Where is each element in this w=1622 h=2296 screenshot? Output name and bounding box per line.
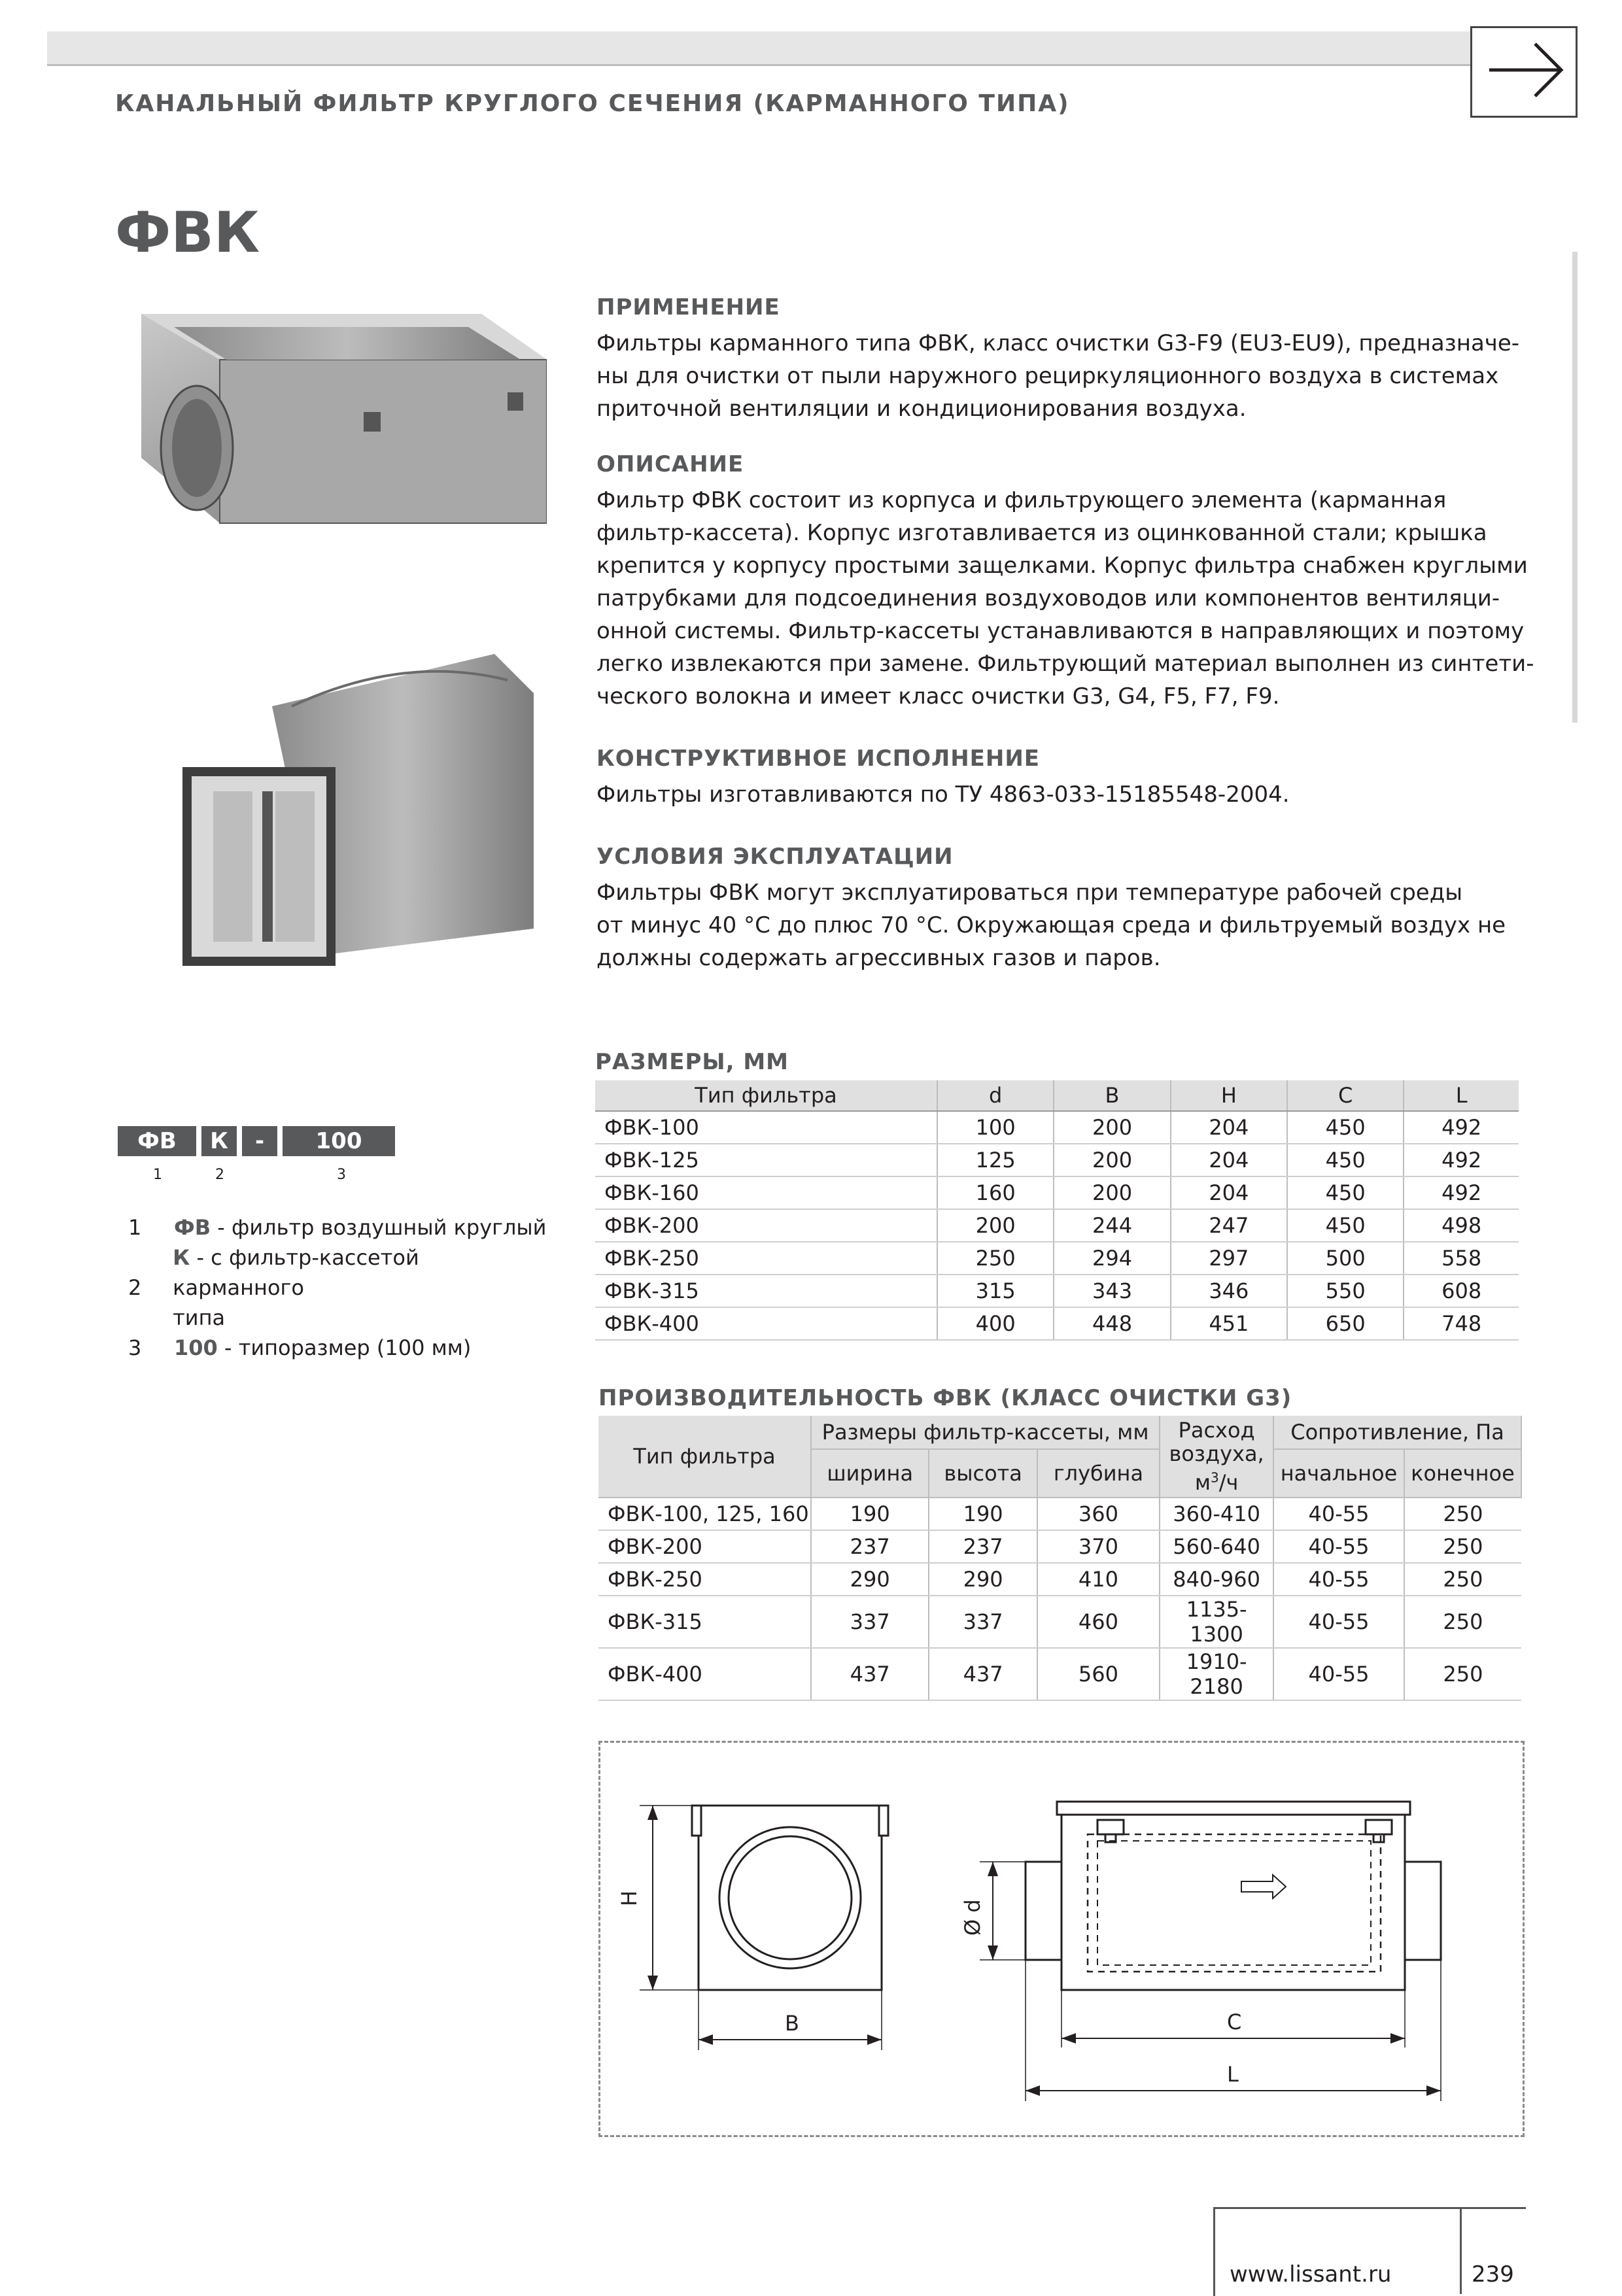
legend-item: [128, 1333, 547, 1363]
legend-item: [128, 1242, 547, 1333]
cell: 400: [937, 1307, 1054, 1340]
legend-number: 2: [128, 1275, 142, 1300]
cell: 244: [1054, 1209, 1170, 1242]
cell: ФВК-100: [595, 1111, 937, 1144]
header-h: H: [1171, 1080, 1287, 1111]
legend-desc: - с фильтр-кассетой карманного: [173, 1245, 419, 1300]
filter-housing-photo: [128, 288, 547, 1027]
section-title-description: ОПИСАНИЕ: [596, 451, 744, 477]
header-type: Тип фильтра: [595, 1080, 937, 1111]
cell: 1135-1300: [1160, 1596, 1273, 1648]
cell: 492: [1404, 1111, 1519, 1144]
cell: 450: [1287, 1111, 1404, 1144]
code-part-dash: -: [242, 1126, 277, 1156]
product-code: ФВК: [115, 200, 260, 266]
section-title-construction: КОНСТРУКТИВНОЕ ИСПОЛНЕНИЕ: [596, 745, 1041, 772]
designation-legend: [128, 1212, 547, 1363]
legend-number: 1: [128, 1215, 142, 1240]
cell: 450: [1287, 1144, 1404, 1176]
table-row: [598, 1596, 1521, 1648]
table-row: [595, 1242, 1519, 1275]
cell: 492: [1404, 1144, 1519, 1176]
cell: 343: [1054, 1275, 1170, 1307]
table-row: [598, 1530, 1521, 1563]
table-row: [595, 1111, 1519, 1144]
text-line: Фильтры карманного типа ФВК, класс очистки G3-F9 (EU3-EU9), предназначе-: [596, 330, 1520, 356]
code-part-k: К: [201, 1126, 237, 1156]
cell: ФВК-125: [595, 1144, 937, 1176]
cell: 200: [1054, 1144, 1170, 1176]
cell: 250: [1404, 1530, 1521, 1563]
performance-table: [598, 1416, 1522, 1701]
cell: ФВК-400: [598, 1648, 811, 1700]
table-header-row: [595, 1080, 1519, 1111]
cell: 558: [1404, 1242, 1519, 1275]
header-b: B: [1054, 1080, 1170, 1111]
legend-text: [174, 1212, 546, 1242]
legend-item: [128, 1212, 547, 1242]
cell: 492: [1404, 1176, 1519, 1209]
page-number: 239: [1472, 2261, 1514, 2287]
header-l: L: [1404, 1080, 1519, 1111]
text-line: должны содержать агрессивных газов и паров.: [596, 945, 1161, 971]
text-line: крепится у корпусу простыми защелками. Корпус фильтра снабжен круглыми: [596, 553, 1528, 579]
cell: 337: [929, 1596, 1037, 1648]
label-l: L: [1227, 2062, 1239, 2087]
table-header-row: [598, 1416, 1521, 1449]
cell: 237: [811, 1530, 929, 1563]
cell: ФВК-200: [598, 1530, 811, 1563]
code-number-1: 1: [153, 1167, 162, 1183]
arrow-right-icon: [1472, 28, 1576, 116]
cell: ФВК-315: [598, 1596, 811, 1648]
header-flow: [1160, 1416, 1273, 1498]
code-part-fv: ФВ: [118, 1126, 196, 1156]
cell: 337: [811, 1596, 929, 1648]
top-bar: [47, 31, 1473, 64]
text-line: ны для очистки от пыли наружного рециркуляционного воздуха в системах: [596, 363, 1499, 389]
header-type: Тип фильтра: [598, 1416, 811, 1498]
top-bar-rule: [47, 64, 1473, 66]
legend-desc-cont: типа: [173, 1305, 226, 1330]
label-c: C: [1227, 2010, 1242, 2034]
table-row: [595, 1144, 1519, 1176]
side-rule: [1572, 252, 1578, 723]
cell: 250: [1404, 1563, 1521, 1596]
cell: 200: [937, 1209, 1054, 1242]
cell: 608: [1404, 1275, 1519, 1307]
cell: 315: [937, 1275, 1054, 1307]
legend-key: К: [173, 1245, 190, 1270]
table-row: [598, 1498, 1521, 1530]
label-d: Ø d: [960, 1899, 985, 1936]
cell: 250: [1404, 1498, 1521, 1530]
cell: 190: [929, 1498, 1037, 1530]
cell: 450: [1287, 1209, 1404, 1242]
footer-divider: [1460, 2209, 1462, 2294]
cell: 250: [937, 1242, 1054, 1275]
header-d: d: [937, 1080, 1054, 1111]
dimensions-title: РАЗМЕРЫ, ММ: [595, 1049, 789, 1075]
cell: 204: [1171, 1144, 1287, 1176]
cell: 437: [929, 1648, 1037, 1700]
text-line: Фильтры ФВК могут эксплуатироваться при температуре рабочей среды: [596, 880, 1463, 906]
cell: 100: [937, 1111, 1054, 1144]
cell: 40-55: [1273, 1530, 1404, 1563]
cell: 1910-2180: [1160, 1648, 1273, 1700]
header-flow-text: Расход воздуха,: [1169, 1418, 1264, 1466]
product-photos: [128, 288, 547, 1027]
cell: 748: [1404, 1307, 1519, 1340]
cell: 200: [1054, 1111, 1170, 1144]
cell: 560: [1037, 1648, 1160, 1700]
cell: ФВК-100, 125, 160: [598, 1498, 811, 1530]
cell: 40-55: [1273, 1563, 1404, 1596]
dimensions-table: [595, 1080, 1519, 1341]
cell: ФВК-160: [595, 1176, 937, 1209]
cell: 370: [1037, 1530, 1160, 1563]
cell: 360: [1037, 1498, 1160, 1530]
header-c: C: [1287, 1080, 1404, 1111]
code-number-2: 2: [215, 1167, 224, 1183]
text-line: онной системы. Фильтр-кассеты устанавливаются в направляющих и поэтому: [596, 618, 1525, 644]
cell: 294: [1054, 1242, 1170, 1275]
table-row: [595, 1176, 1519, 1209]
cell: 550: [1287, 1275, 1404, 1307]
header-flow-unit: [1195, 1470, 1239, 1495]
cell: 448: [1054, 1307, 1170, 1340]
cell: 437: [811, 1648, 929, 1700]
cell: 40-55: [1273, 1596, 1404, 1648]
table-row: [595, 1307, 1519, 1340]
legend-key: ФВ: [174, 1215, 211, 1240]
footer-website-link[interactable]: www.lissant.ru: [1230, 2261, 1392, 2287]
legend-number: 3: [128, 1335, 142, 1360]
cell: 450: [1287, 1176, 1404, 1209]
cell: ФВК-250: [595, 1242, 937, 1275]
header-width: ширина: [811, 1449, 929, 1497]
label-b: B: [785, 2011, 799, 2036]
unit-tail: /ч: [1218, 1469, 1239, 1495]
text-line: от минус 40 °С до плюс 70 °С. Окружающая среда и фильтруемый воздух не: [596, 912, 1506, 938]
cell: 297: [1171, 1242, 1287, 1275]
cell: 290: [811, 1563, 929, 1596]
cell: 237: [929, 1530, 1037, 1563]
text-line: ческого волокна и имеет класс очистки G3, G4, F5, F7, F9.: [596, 683, 1280, 710]
performance-title: ПРОИЗВОДИТЕЛЬНОСТЬ ФВК (КЛАСС ОЧИСТКИ G3): [598, 1385, 1292, 1411]
cell: 250: [1404, 1648, 1521, 1700]
section-body-conditions: [596, 876, 1506, 974]
header-depth: глубина: [1037, 1449, 1160, 1497]
cell: 40-55: [1273, 1648, 1404, 1700]
header-initial: начальное: [1273, 1449, 1404, 1497]
cell: 410: [1037, 1563, 1160, 1596]
cell: ФВК-250: [598, 1563, 811, 1596]
cell: 125: [937, 1144, 1054, 1176]
cell: ФВК-315: [595, 1275, 937, 1307]
text-line: приточной вентиляции и кондиционирования воздуха.: [596, 396, 1247, 422]
cell: 247: [1171, 1209, 1287, 1242]
cell: 200: [1054, 1176, 1170, 1209]
cell: 40-55: [1273, 1498, 1404, 1530]
header-cassette: Размеры фильтр-кассеты, мм: [811, 1416, 1160, 1449]
text-line: Фильтры изготавливаются по ТУ 4863-033-15185548-2004.: [596, 781, 1290, 808]
unit-base: м: [1194, 1469, 1211, 1495]
cell: ФВК-200: [595, 1209, 937, 1242]
cell: 650: [1287, 1307, 1404, 1340]
page-header-title: КАНАЛЬНЫЙ ФИЛЬТР КРУГЛОГО СЕЧЕНИЯ (КАРМАННОГО ТИПА): [115, 90, 1070, 117]
label-h: H: [617, 1890, 642, 1906]
text-line: патрубками для подсоединения воздуховодов или компонентов вентиляци-: [596, 585, 1500, 611]
front-view-body: [699, 1806, 882, 1990]
legend-text: [174, 1333, 471, 1363]
unit-sup: 3: [1210, 1469, 1219, 1485]
section-title-application: ПРИМЕНЕНИЕ: [596, 294, 780, 320]
table-row: [595, 1209, 1519, 1242]
legend-desc: - типоразмер (100 мм): [217, 1335, 472, 1360]
cell: 840-960: [1160, 1563, 1273, 1596]
cell: 160: [937, 1176, 1054, 1209]
section-body-construction: [596, 778, 1290, 811]
header-resistance: Сопротивление, Па: [1273, 1416, 1521, 1449]
header-height: высота: [929, 1449, 1037, 1497]
legend-key: 100: [174, 1335, 218, 1360]
cell: ФВК-400: [595, 1307, 937, 1340]
table-row: [598, 1563, 1521, 1596]
cell: 204: [1171, 1111, 1287, 1144]
code-number-3: 3: [337, 1167, 346, 1183]
cell: 560-640: [1160, 1530, 1273, 1563]
cell: 204: [1171, 1176, 1287, 1209]
cell: 346: [1171, 1275, 1287, 1307]
text-line: легко извлекаются при замене. Фильтрующий материал выполнен из синтети-: [596, 651, 1534, 677]
dimension-drawing: [600, 1743, 1519, 2131]
code-part-size: 100: [283, 1126, 395, 1156]
section-title-conditions: УСЛОВИЯ ЭКСПЛУАТАЦИИ: [596, 844, 954, 870]
cell: 460: [1037, 1596, 1160, 1648]
legend-desc: - фильтр воздушный круглый: [211, 1215, 547, 1240]
text-line: фильтр-кассета). Корпус изготавливается из оцинкованной стали; крышка: [596, 520, 1487, 546]
cell: 290: [929, 1563, 1037, 1596]
cell: 500: [1287, 1242, 1404, 1275]
cell: 360-410: [1160, 1498, 1273, 1530]
table-row: [598, 1648, 1521, 1700]
text-line: Фильтр ФВК состоит из корпуса и фильтрующего элемента (карманная: [596, 487, 1447, 513]
section-body-description: [596, 484, 1534, 713]
section-body-application: [596, 327, 1519, 425]
cell: 451: [1171, 1307, 1287, 1340]
next-page-button[interactable]: [1470, 26, 1578, 118]
cell: 190: [811, 1498, 929, 1530]
technical-drawing: [598, 1741, 1525, 2137]
table-row: [595, 1275, 1519, 1307]
header-final: конечное: [1404, 1449, 1521, 1497]
legend-text: [173, 1242, 547, 1333]
cell: 250: [1404, 1596, 1521, 1648]
cell: 498: [1404, 1209, 1519, 1242]
